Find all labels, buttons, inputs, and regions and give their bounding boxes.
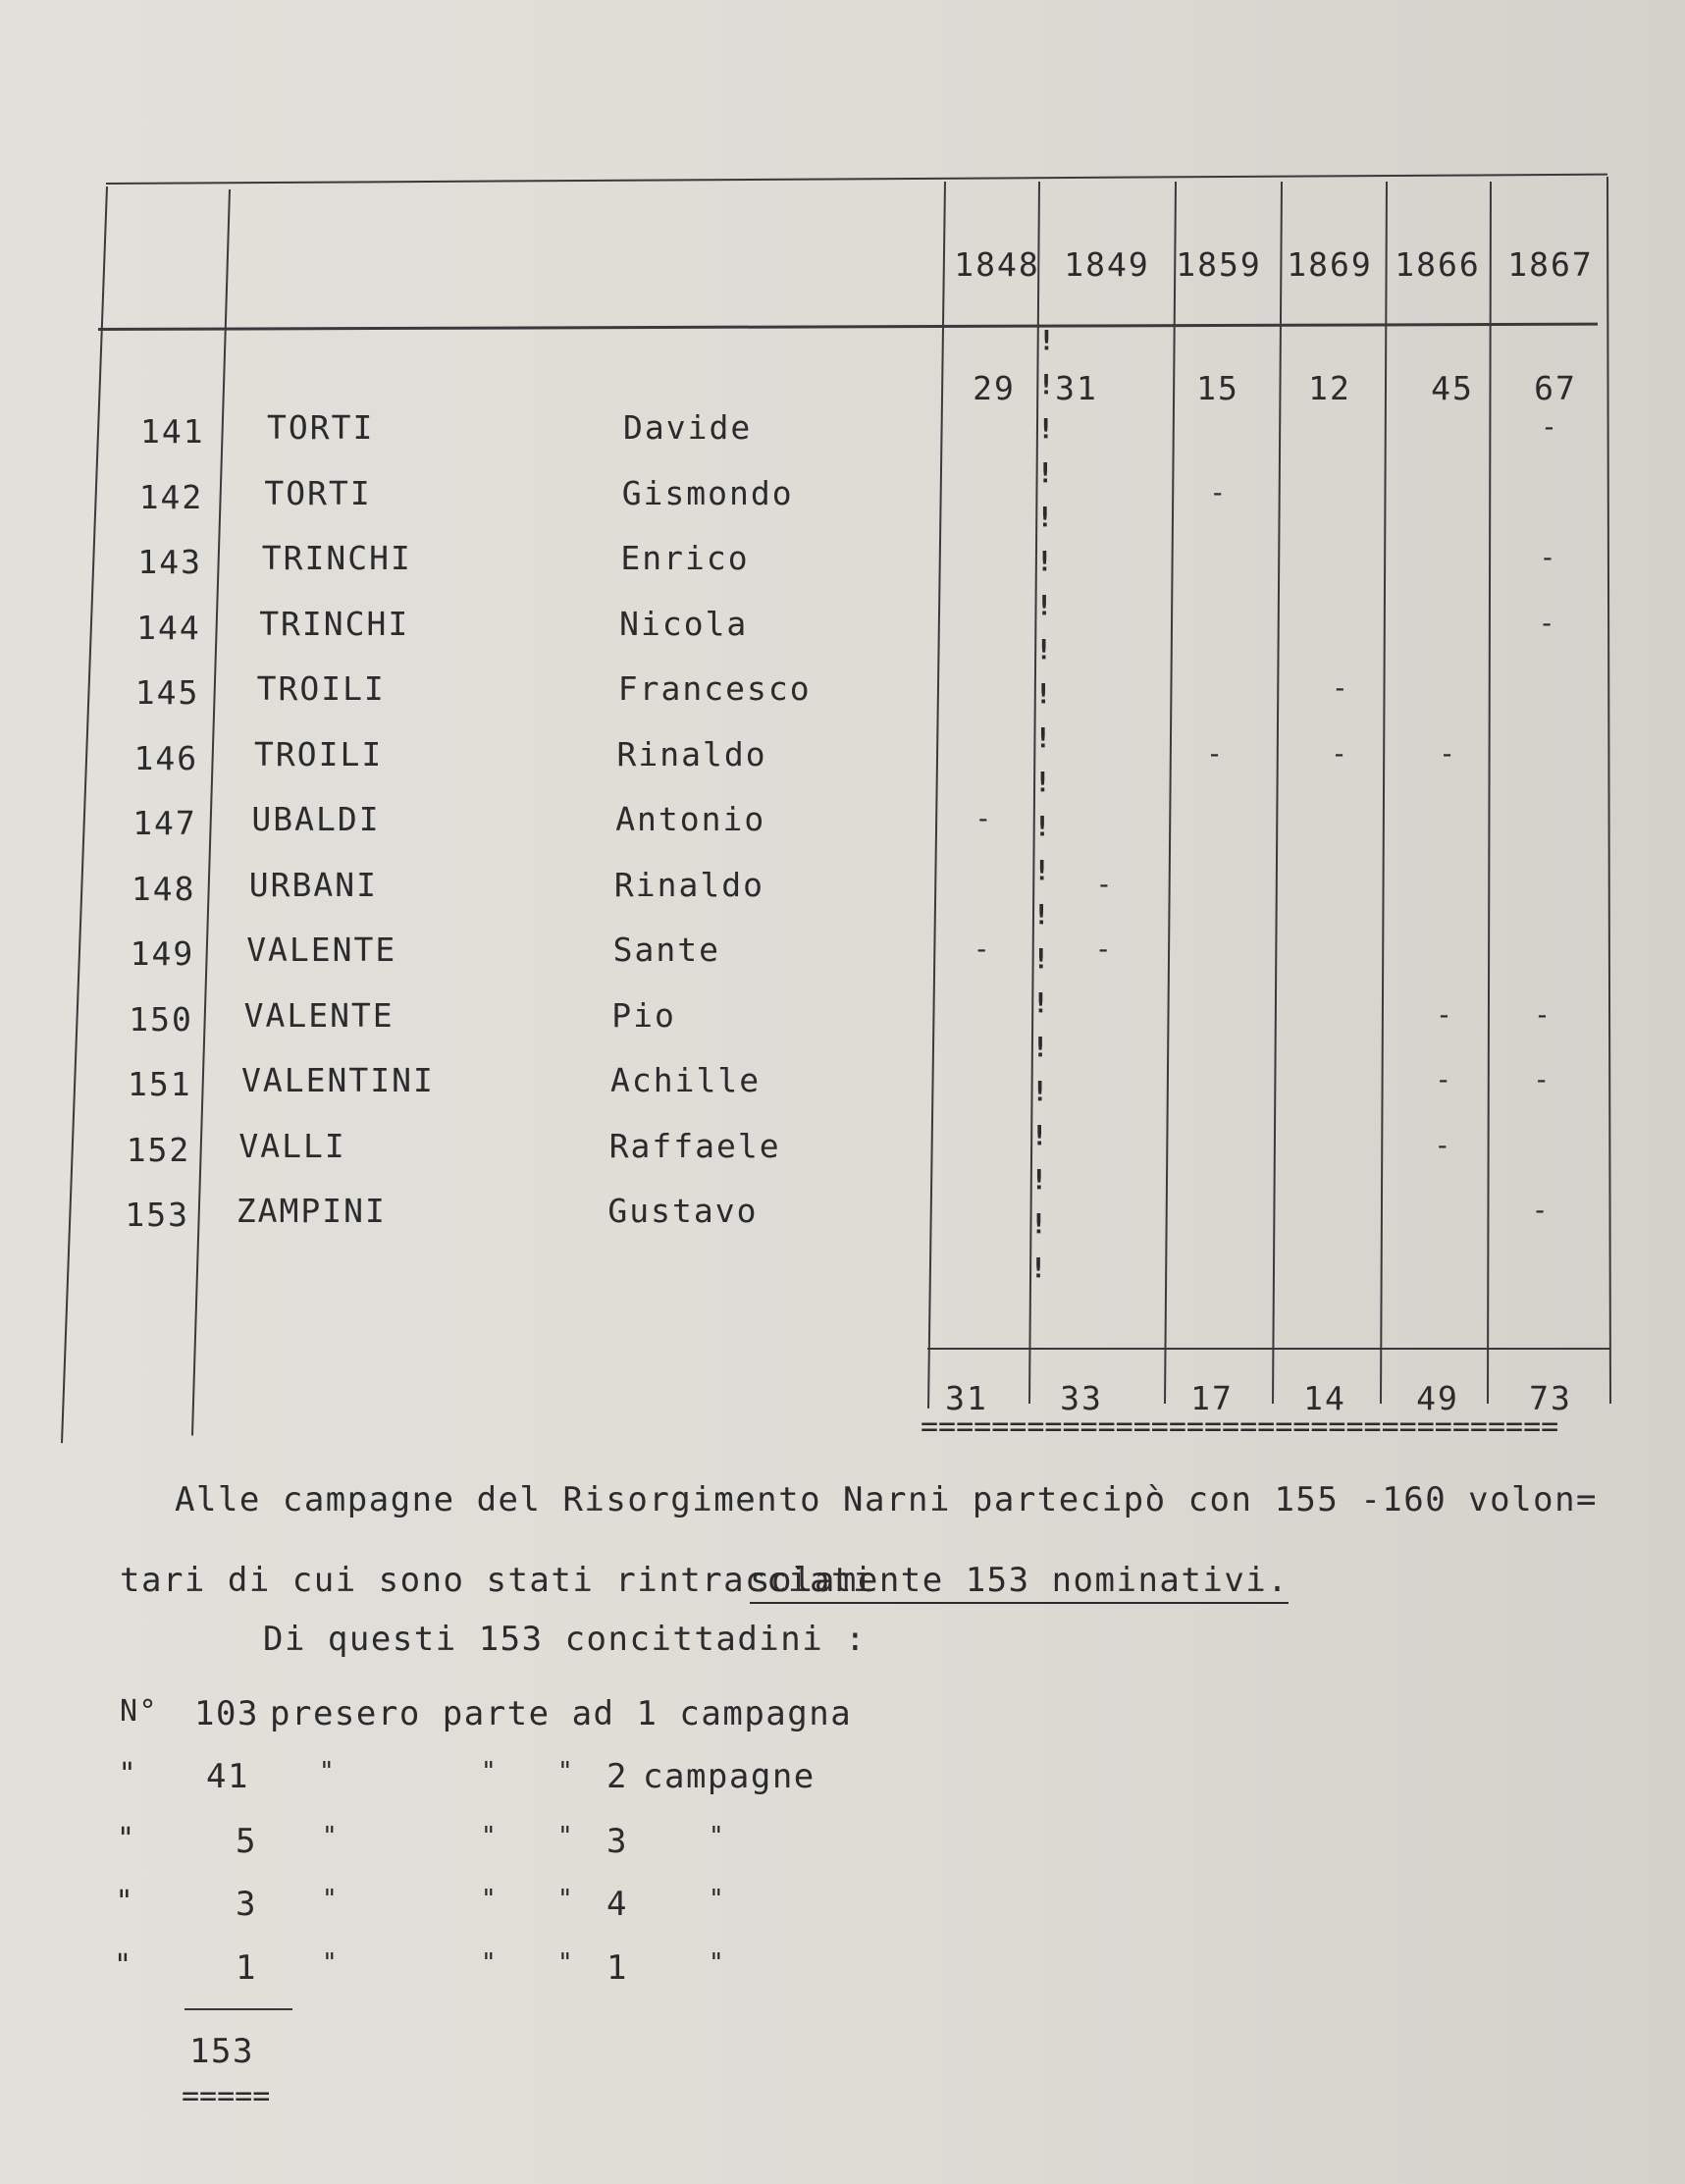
total-value: 33 [1060, 1379, 1103, 1417]
row-surname: TORTI [267, 408, 375, 447]
total-value: 31 [945, 1379, 988, 1417]
campaign-mark: - [1531, 1194, 1549, 1226]
row-name: Rinaldo [613, 865, 764, 904]
column-mark: ! [1036, 545, 1053, 577]
row-number: 141 [140, 412, 205, 451]
table-right-rule [1606, 177, 1611, 1404]
column-mark: ! [1029, 1252, 1047, 1284]
column-mark: ! [1033, 854, 1051, 886]
ditto-mark: " [557, 1948, 575, 1978]
campaign-mark: - [1095, 867, 1113, 900]
year-header-1867: 1867 [1507, 245, 1594, 284]
paragraph-line-1: Alle campagne del Risorgimento Narni partecipò con 155 -160 volon= [175, 1480, 1599, 1519]
column-mark: ! [1032, 942, 1050, 975]
year-1848-rule [927, 182, 946, 1409]
campaign-mark: - [1435, 997, 1452, 1031]
row-surname: TORTI [264, 473, 372, 512]
row-name: Pio [611, 995, 676, 1035]
column-mark: ! [1030, 1119, 1048, 1151]
row-surname: UBALDI [251, 800, 381, 838]
column-mark: ! [1032, 986, 1049, 1019]
row-name: Enrico [620, 539, 750, 577]
row-name: Raffaele [608, 1126, 781, 1165]
column-mark: ! [1036, 501, 1054, 533]
column-mark: ! [1030, 1207, 1047, 1240]
campaign-mark: - [1094, 932, 1112, 965]
row-number: 152 [126, 1130, 191, 1169]
column-mark: ! [1037, 412, 1055, 445]
ditto-mark: " [557, 1757, 575, 1786]
row-number: 145 [134, 673, 200, 712]
row-surname: URBANI [248, 865, 379, 904]
year-1869-rule [1272, 182, 1283, 1404]
summary-campaign-word: " [709, 1948, 726, 1978]
paragraph-line-2b: solamente 153 nominativi. [750, 1561, 1289, 1604]
table-top-rule [106, 174, 1607, 185]
row-number: 148 [131, 869, 196, 908]
campaign-mark: - [1331, 736, 1347, 770]
row-name: Achille [610, 1061, 762, 1099]
row-number: 151 [128, 1065, 192, 1103]
campaign-mark: - [1541, 410, 1557, 443]
row-number: 149 [130, 934, 195, 973]
row-number: 144 [136, 608, 201, 647]
row-surname: VALENTE [243, 995, 395, 1035]
ditto-mark: " [322, 1822, 340, 1851]
year-1867-rule [1487, 182, 1492, 1404]
row-name: Rinaldo [616, 734, 767, 773]
summary-campaign-word: " [709, 1885, 726, 1914]
summary-text: presero parte ad 1 campagna [270, 1694, 853, 1733]
year-header-1866: 1866 [1395, 245, 1481, 284]
summary-prefix: " [117, 1822, 136, 1856]
summary-count: 41 [206, 1757, 249, 1796]
row-surname: TROILI [256, 669, 386, 708]
column-mark: ! [1034, 677, 1052, 710]
summary-equals: ===== [182, 2079, 271, 2113]
row-name: Gustavo [607, 1192, 759, 1230]
campaign-mark: - [1539, 541, 1556, 573]
row-name: Gismondo [621, 473, 794, 512]
row-number: 150 [129, 999, 193, 1039]
row-name: Davide [623, 408, 753, 447]
campaign-mark: - [1533, 1063, 1551, 1095]
campaign-mark: - [1331, 671, 1348, 704]
year-header-1859: 1859 [1176, 245, 1262, 284]
column-mark: ! [1037, 368, 1055, 400]
column-mark: ! [1036, 456, 1054, 489]
column-mark: ! [1035, 589, 1053, 621]
questi-line: Di questi 153 concittadini : [263, 1620, 868, 1659]
ditto-mark: " [557, 1822, 575, 1851]
campaign-mark: - [973, 932, 990, 965]
ditto-mark: " [557, 1885, 575, 1914]
column-mark: ! [1030, 1163, 1048, 1196]
column-mark: ! [1038, 324, 1055, 356]
row-name: Nicola [619, 604, 749, 643]
ditto-mark: " [481, 1948, 499, 1978]
summary-campaign-count: 3 [606, 1822, 628, 1861]
campaign-mark: - [1538, 606, 1555, 639]
column-mark: ! [1035, 633, 1053, 666]
row-surname: VALENTE [246, 931, 397, 969]
column-mark: ! [1031, 1031, 1049, 1063]
summary-campaign-count: 1 [606, 1948, 628, 1988]
summary-total: 153 [189, 2032, 254, 2071]
campaign-mark: - [1209, 475, 1227, 508]
row-surname: TRINCHI [259, 604, 410, 643]
row-number: 146 [133, 738, 199, 777]
summary-count: 3 [236, 1885, 257, 1924]
ditto-mark: " [322, 1885, 340, 1914]
summary-campaign-word: campagne [643, 1757, 816, 1796]
row-name: Antonio [615, 800, 766, 838]
row-name: Sante [612, 931, 720, 969]
row-number: 143 [137, 543, 202, 581]
summary-count: 1 [236, 1948, 257, 1988]
total-value: 73 [1529, 1379, 1572, 1417]
double-rule: ==================================== [921, 1410, 1559, 1444]
number-column-rule [191, 189, 231, 1435]
row-surname: VALENTINI [241, 1061, 435, 1099]
column-mark: ! [1032, 898, 1050, 931]
column-mark: ! [1034, 766, 1051, 798]
paragraph-line-2a: tari di cui sono stati rintracciati [120, 1561, 874, 1600]
carried-value: 31 [1055, 369, 1098, 407]
row-surname: ZAMPINI [236, 1192, 387, 1230]
summary-count: 103 [194, 1694, 259, 1733]
campaign-mark: - [1434, 1128, 1451, 1161]
summary-prefix: " [115, 1885, 135, 1919]
ditto-mark: " [481, 1885, 499, 1914]
summary-campaign-count: 2 [606, 1757, 628, 1796]
total-value: 49 [1416, 1379, 1459, 1417]
campaign-mark: - [1439, 736, 1455, 770]
row-number: 153 [125, 1196, 189, 1234]
row-surname: TRINCHI [261, 539, 412, 577]
year-1866-rule [1380, 182, 1388, 1404]
table-header-rule [98, 323, 1598, 331]
summary-campaign-count: 4 [606, 1885, 628, 1924]
column-mark: ! [1031, 1075, 1049, 1107]
carried-value: 12 [1308, 369, 1351, 407]
ditto-mark: " [481, 1757, 499, 1786]
row-name: Francesco [617, 669, 812, 708]
row-surname: TROILI [254, 734, 384, 773]
ditto-mark: " [322, 1948, 340, 1978]
campaign-mark: - [1533, 997, 1551, 1031]
row-number: 147 [132, 804, 197, 842]
row-surname: VALLI [238, 1126, 346, 1165]
campaign-mark: - [974, 802, 992, 834]
year-1859-rule [1164, 182, 1177, 1404]
carried-value: 29 [973, 369, 1016, 407]
carried-value: 67 [1534, 369, 1577, 407]
summary-campaign-word: " [709, 1822, 726, 1851]
summary-prefix: " [114, 1948, 133, 1983]
summary-prefix: " [118, 1757, 138, 1791]
ditto-mark: " [319, 1757, 337, 1786]
summary-sum-rule [184, 2008, 292, 2010]
carried-value: 45 [1431, 369, 1474, 407]
summary-prefix: N° [120, 1694, 159, 1729]
year-header-1869: 1869 [1287, 245, 1373, 284]
row-number: 142 [138, 477, 204, 516]
carried-value: 15 [1196, 369, 1239, 407]
table-left-rule [61, 186, 108, 1443]
column-mark: ! [1034, 721, 1052, 754]
total-value: 14 [1303, 1379, 1346, 1417]
campaign-mark: - [1206, 736, 1223, 770]
year-header-1848: 1848 [954, 245, 1040, 284]
summary-count: 5 [236, 1822, 257, 1861]
column-mark: ! [1033, 810, 1051, 842]
ditto-mark: " [481, 1822, 499, 1851]
total-value: 17 [1190, 1379, 1234, 1417]
year-header-1849: 1849 [1064, 245, 1150, 284]
campaign-mark: - [1435, 1063, 1452, 1095]
